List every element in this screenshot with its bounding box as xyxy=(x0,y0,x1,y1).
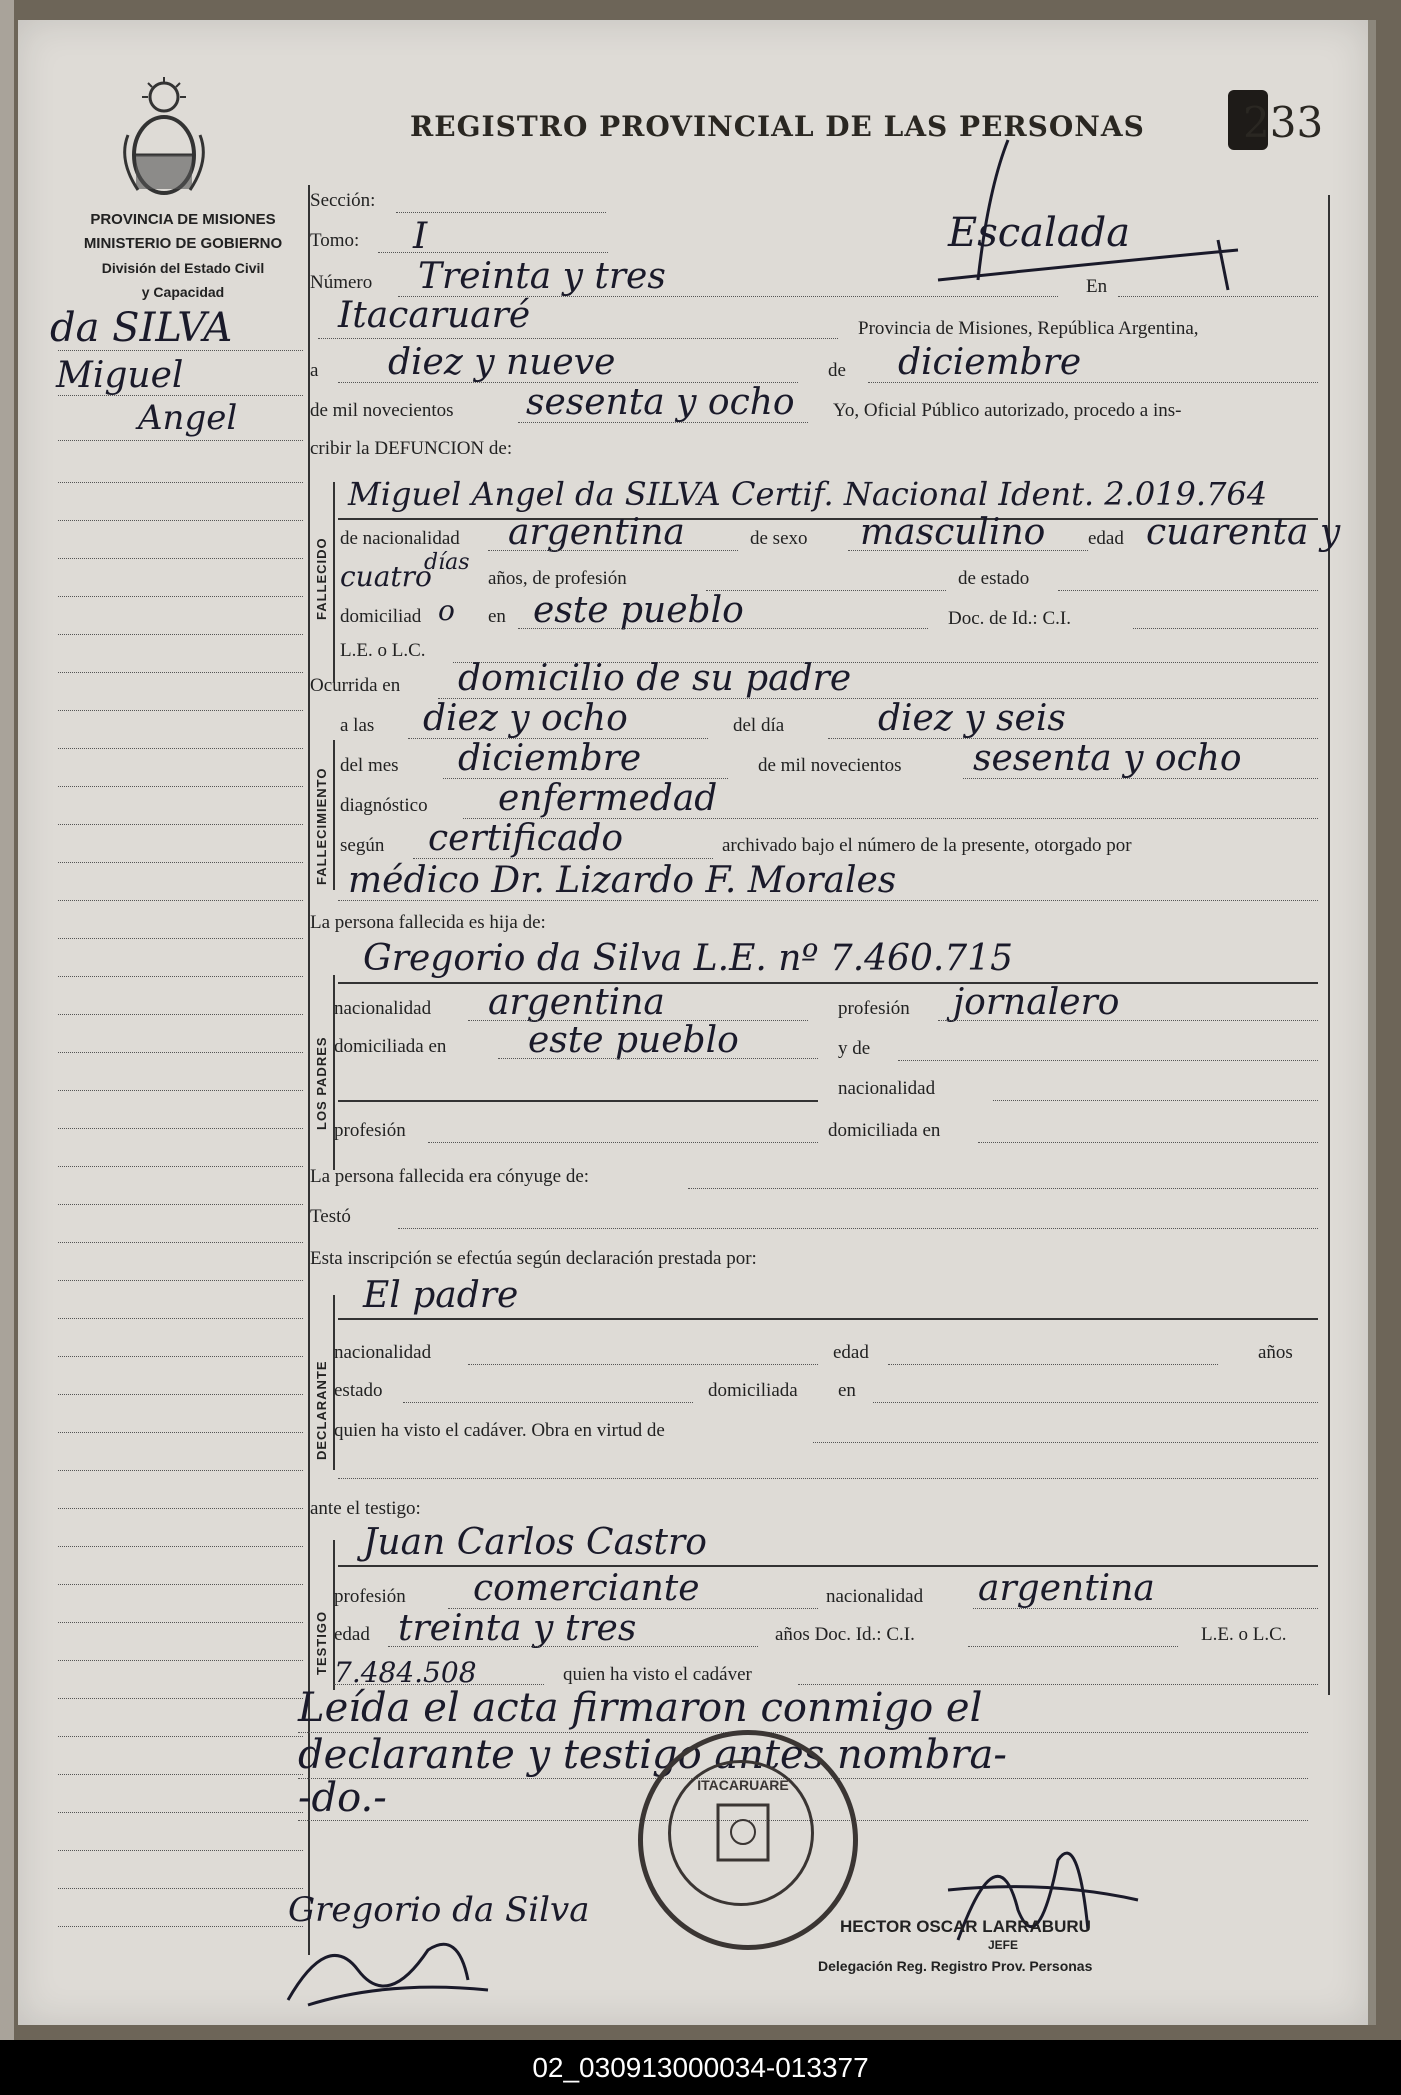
segun-value: certificado xyxy=(428,818,624,859)
le-lc-label: L.E. o L.C. xyxy=(340,640,426,661)
tomo-value: I xyxy=(413,216,428,257)
year-field xyxy=(518,422,808,423)
medico-field xyxy=(338,900,1318,901)
testigo-name: Juan Carlos Castro xyxy=(363,1522,707,1563)
day-value: diez y nueve xyxy=(388,342,616,383)
tomo-field xyxy=(378,252,608,253)
declarante-edad-field xyxy=(888,1364,1218,1365)
fallecido-bracket xyxy=(333,482,335,682)
nacionalidad-label: de nacionalidad xyxy=(340,528,460,549)
document-page xyxy=(18,20,1376,2025)
de-label: de xyxy=(828,360,846,381)
dia-value: diez y seis xyxy=(878,698,1066,739)
page-number: 233 xyxy=(1243,98,1324,147)
domiciliado-suffix: o xyxy=(438,594,455,627)
madre-field xyxy=(898,1060,1318,1061)
testigo-edad-label: edad xyxy=(334,1624,370,1645)
place-field xyxy=(318,338,838,339)
deceased-name: Miguel Angel da SILVA Certif. Nacional Ident. 2.019.764 xyxy=(348,475,1268,513)
yde-label: y de xyxy=(838,1038,871,1059)
padre-profesion-value: jornalero xyxy=(953,982,1120,1023)
padre-domicilio-value: este pueblo xyxy=(528,1020,739,1061)
coat-of-arms-icon xyxy=(118,75,210,200)
madre-profesion-field xyxy=(428,1142,818,1143)
declarante-section-label: DECLARANTE xyxy=(314,1360,329,1460)
place-value: Itacaruaré xyxy=(338,295,531,336)
testigo-doc-value: 7.484.508 xyxy=(334,1656,477,1689)
tomo-label: Tomo: xyxy=(310,230,360,251)
testigo-profesion-label: profesión xyxy=(334,1586,406,1607)
fallecimiento-bracket xyxy=(333,740,335,890)
witness-signature-icon xyxy=(268,1910,508,2020)
testigo-edad-field xyxy=(388,1646,758,1647)
testigo-edad-value: treinta y tres xyxy=(398,1608,637,1649)
padres-section-label: LOS PADRES xyxy=(314,1036,329,1130)
closing-line-1: Leída el acta firmaron conmigo el xyxy=(298,1685,983,1731)
year-prefix: de mil novecientos xyxy=(310,400,454,421)
testigo-nacionalidad-value: argentina xyxy=(978,1568,1155,1609)
nacionalidad-value: argentina xyxy=(508,512,685,553)
ocurrida-label: Ocurrida en xyxy=(310,675,401,696)
numero-value: Treinta y tres xyxy=(418,256,666,297)
hora-label: a las xyxy=(340,715,375,736)
madre-domiciliada-label: domiciliada en xyxy=(828,1120,941,1141)
sexo-value: masculino xyxy=(860,512,1046,553)
closing-line-3: -do.- xyxy=(298,1775,387,1821)
testigo-profesion-value: comerciante xyxy=(473,1568,700,1609)
doc-id-label: Doc. de Id.: C.I. xyxy=(948,608,1071,629)
testigo-section-label: TESTIGO xyxy=(314,1610,329,1675)
diagnostico-value: enfermedad xyxy=(498,778,718,819)
margin-given-name-1: Miguel xyxy=(56,355,184,396)
domicilio-value: este pueblo xyxy=(533,590,744,631)
anios-profesion-label: años, de profesión xyxy=(488,568,627,589)
officer-title: JEFE xyxy=(988,1938,1019,1952)
testigo-nacionalidad-label: nacionalidad xyxy=(826,1586,924,1607)
officer-office: Delegación Reg. Registro Prov. Personas xyxy=(818,1958,1093,1974)
ministry-line1: PROVINCIA DE MISIONES xyxy=(90,211,276,228)
testigo-intro: ante el testigo: xyxy=(310,1498,421,1519)
month-field xyxy=(868,382,1318,383)
anio-value: sesenta y ocho xyxy=(973,738,1242,779)
margin-surname: da SILVA xyxy=(50,305,233,351)
edad-label: edad xyxy=(1088,528,1124,549)
month-value: diciembre xyxy=(898,342,1082,383)
form-right-border xyxy=(1328,195,1330,1695)
officer-name: HECTOR OSCAR LARRABURU xyxy=(840,1917,1091,1936)
declarante-anios-label: años xyxy=(1258,1342,1293,1363)
declarante-nacionalidad-label: nacionalidad xyxy=(334,1342,432,1363)
father-name-line xyxy=(338,982,1318,984)
numero-label: Número xyxy=(310,272,373,293)
father-name: Gregorio da Silva L.E. nº 7.460.715 xyxy=(363,938,1014,979)
madre-domicilio-field xyxy=(978,1142,1318,1143)
edad-value-continued: cuatro xyxy=(340,560,432,593)
ocurrida-value: domicilio de su padre xyxy=(458,658,852,699)
testigo-nacionalidad-field xyxy=(973,1608,1318,1609)
mes-label: del mes xyxy=(340,755,399,776)
edad-value: cuarenta y xyxy=(1146,512,1341,553)
en-field xyxy=(1118,296,1318,297)
annotation-scribble-icon xyxy=(918,130,1258,300)
ministry-line2: MINISTERIO DE GOBIERNO xyxy=(83,235,283,252)
stamp-seal-icon xyxy=(638,1730,848,1940)
declarante-estado-label: estado xyxy=(334,1380,383,1401)
padre-domiciliada-label: domiciliada en xyxy=(334,1036,447,1057)
segun-field xyxy=(413,858,713,859)
sexo-field xyxy=(848,550,1088,551)
domiciliado-label: domiciliad xyxy=(340,606,422,627)
estado-label: de estado xyxy=(958,568,1030,589)
testo-label: Testó xyxy=(310,1206,351,1227)
declarante-cadaver-text: quien ha visto el cadáver. Obra en virtud de xyxy=(334,1420,665,1441)
closing-line-2: declarante y testigo antes nombra- xyxy=(298,1732,1007,1778)
declarante-intro: Esta inscripción se efectúa según declaración prestada por: xyxy=(310,1248,757,1269)
testigo-doc-label: años Doc. Id.: C.I. xyxy=(775,1624,915,1645)
testigo-le-label: L.E. o L.C. xyxy=(1201,1624,1287,1645)
oficial-text: Yo, Oficial Público autorizado, procedo a ins- xyxy=(833,400,1182,421)
declarante-en-label: en xyxy=(838,1380,856,1401)
ministry-header xyxy=(48,208,318,304)
a-label: a xyxy=(310,360,319,381)
declarante-obra-field xyxy=(813,1442,1318,1443)
conyuge-field xyxy=(688,1188,1318,1189)
madre-nacionalidad-label: nacionalidad xyxy=(838,1078,936,1099)
signer1-signature: Gregorio da Silva xyxy=(288,1890,590,1930)
conyuge-text: La persona fallecida era cónyuge de: xyxy=(310,1166,590,1187)
margin-given-name-2: Angel xyxy=(138,398,238,438)
sexo-label: de sexo xyxy=(750,528,808,549)
seccion-field xyxy=(396,212,606,213)
hija-text: La persona fallecida es hija de: xyxy=(310,912,546,933)
year-value: sesenta y ocho xyxy=(526,382,795,423)
nacionalidad-field xyxy=(488,550,738,551)
fallecido-section-label: FALLECIDO xyxy=(314,537,329,620)
en-label: En xyxy=(1086,276,1108,297)
declarante-estado-field xyxy=(403,1402,693,1403)
declarante-extra-field xyxy=(338,1478,1318,1479)
ministry-line4: y Capacidad xyxy=(141,284,225,300)
inscribir-text: cribir la DEFUNCION de: xyxy=(310,438,513,459)
previous-page-edge xyxy=(0,0,14,2040)
fallecimiento-section-label: FALLECIMIENTO xyxy=(314,767,329,885)
declarante-domicilio-field xyxy=(873,1402,1318,1403)
declarante-edad-label: edad xyxy=(833,1342,869,1363)
dia-label: del día xyxy=(733,715,785,736)
padre-domicilio-field xyxy=(498,1058,818,1059)
seccion-label: Sección: xyxy=(310,190,376,211)
estado-field xyxy=(1058,590,1318,591)
mes-value: diciembre xyxy=(458,738,642,779)
anio-field xyxy=(963,778,1318,779)
doc-id-field xyxy=(1133,628,1318,629)
province-text: Provincia de Misiones, República Argentina, xyxy=(858,318,1199,339)
escalada-annotation: Escalada xyxy=(948,210,1131,256)
officer-signature-icon xyxy=(938,1820,1158,1970)
declarante-line xyxy=(338,1318,1318,1320)
diagnostico-label: diagnóstico xyxy=(340,795,428,816)
dias-note: días xyxy=(424,550,470,575)
domicilio-en-label: en xyxy=(488,606,506,627)
testigo-cadaver-text: quien ha visto el cadáver xyxy=(563,1664,752,1685)
ministry-line3: División del Estado Civil xyxy=(101,260,265,276)
stamp-center-text: ITACARUARE xyxy=(697,1777,789,1793)
madre-nacionalidad-field xyxy=(993,1100,1318,1101)
archivado-text: archivado bajo el número de la presente, otorgado por xyxy=(722,835,1132,856)
testigo-doc-field xyxy=(968,1646,1178,1647)
document-title: REGISTRO PROVINCIAL DE LAS PERSONAS xyxy=(410,110,1145,143)
madre-profesion-label: profesión xyxy=(334,1120,406,1141)
testo-field xyxy=(398,1228,1318,1229)
declarante-value: El padre xyxy=(363,1275,519,1316)
madre-name-line xyxy=(338,1100,818,1102)
padre-profesion-label: profesión xyxy=(838,998,910,1019)
padre-nacionalidad-label: nacionalidad xyxy=(334,998,432,1019)
declarante-domiciliada-label: domiciliada xyxy=(708,1380,798,1401)
padre-profesion-field xyxy=(938,1020,1318,1021)
hora-value: diez y ocho xyxy=(423,698,628,739)
testigo-name-line xyxy=(338,1565,1318,1567)
medico-value: médico Dr. Lizardo F. Morales xyxy=(348,860,897,901)
domicilio-field xyxy=(518,628,928,629)
image-id-bar: 02_030913000034-013377 xyxy=(0,2040,1401,2095)
declarante-nacionalidad-field xyxy=(468,1364,818,1365)
segun-label: según xyxy=(340,835,385,856)
anio-label: de mil novecientos xyxy=(758,755,902,776)
padre-nacionalidad-value: argentina xyxy=(488,982,665,1023)
